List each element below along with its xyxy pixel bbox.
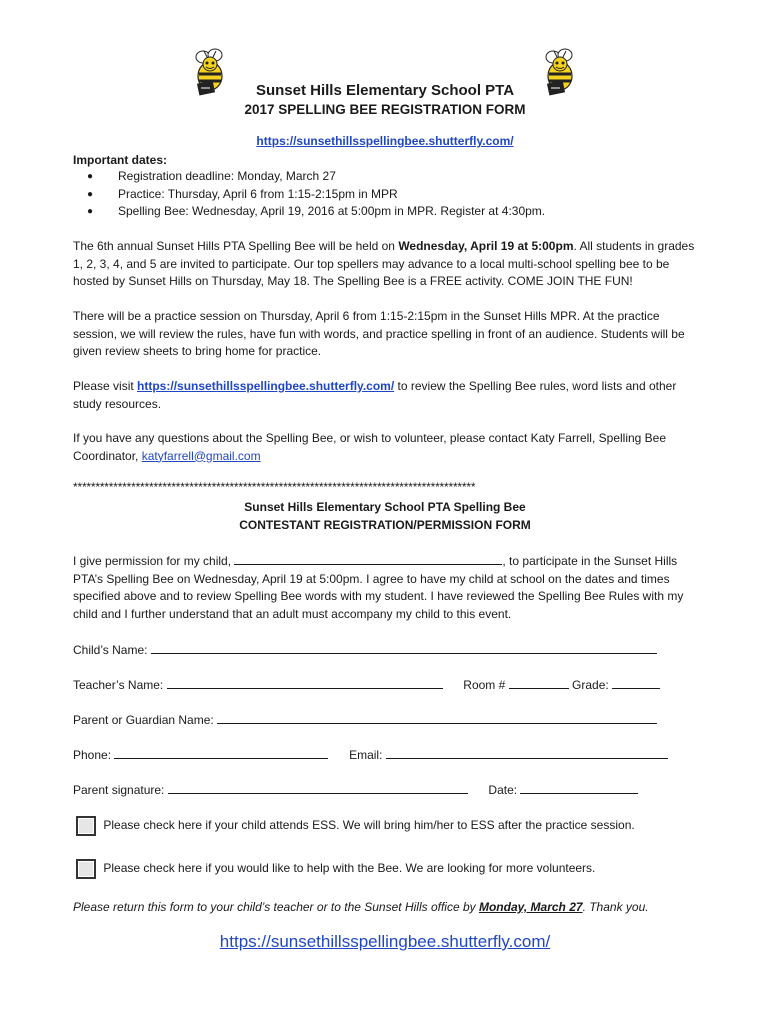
phone-email-row xyxy=(73,746,668,762)
permission-statement xyxy=(73,552,703,623)
coordinator-email-link[interactable]: katyfarrell@gmail.com xyxy=(141,448,261,463)
header-website-link[interactable]: https://sunsethillsspellingbee.shutterfly.com/ xyxy=(256,134,514,148)
resources-paragraph xyxy=(73,378,703,413)
header-link-wrap xyxy=(0,134,770,148)
volunteer-checkbox[interactable] xyxy=(76,859,96,879)
volunteer-checkbox-row xyxy=(76,859,595,879)
return-instructions xyxy=(73,900,649,914)
intro-text: The 6th annual Sunset Hills PTA Spelling Bee will be held on xyxy=(73,239,399,253)
return-deadline: Monday, March 27 xyxy=(478,900,583,914)
parent-row xyxy=(73,711,657,727)
contact-text: If you have any questions about the Spelling Bee, or wish to volunteer, please contact Katy Farrell, Spelling Bee Coordinator, xyxy=(73,431,667,463)
phone-label: Phone: xyxy=(73,748,112,762)
permission-text: I give permission for my child, xyxy=(73,554,235,568)
teacher-row xyxy=(73,676,660,692)
return-text-cont: . Thank you. xyxy=(582,900,649,914)
important-dates-heading: Important dates: xyxy=(73,153,168,167)
room-field[interactable] xyxy=(509,676,569,689)
child-name-label: Child’s Name: xyxy=(73,643,148,657)
teacher-name-field[interactable] xyxy=(167,676,443,689)
room-label: Room # xyxy=(463,678,506,692)
signature-field[interactable] xyxy=(168,781,468,794)
form-heading: 2017 SPELLING BEE REGISTRATION FORM xyxy=(244,102,526,117)
practice-paragraph: There will be a practice session on Thursday, April 6 from 1:15-2:15pm in the Sunset Hills MPR. At the practice session, we will review the rules, have fun with words, and practice spelling in front of an audience. Students will be given review sheets to bring home for practice. xyxy=(73,309,685,358)
contact-paragraph xyxy=(73,430,703,465)
email-field[interactable] xyxy=(386,746,668,759)
permission-form-title: Sunset Hills Elementary School PTA Spelling Bee xyxy=(244,500,526,514)
date-label: Date: xyxy=(488,783,518,797)
permission-form-subtitle: CONTESTANT REGISTRATION/PERMISSION FORM xyxy=(239,518,531,532)
footer-website-link[interactable]: https://sunsethillsspellingbee.shutterfly.com/ xyxy=(219,932,551,951)
parent-name-field[interactable] xyxy=(217,711,657,724)
permission-text-cont: , to participate in the Sunset Hills PTA’s Spelling Bee on Wednesday, April 19 at 5:00pm. I agree to have my child at school on the dates and times specified above and to review Spelling Bee words with my student. I have reviewed the Spelling Bee Rules with my child and I further understand that an adult must accompany my child to this event. xyxy=(73,554,684,621)
footer-link-wrap xyxy=(0,932,770,952)
resources-link[interactable]: https://sunsethillsspellingbee.shutterfly.com/ xyxy=(137,379,395,393)
parent-name-label: Parent or Guardian Name: xyxy=(73,713,214,727)
email-label: Email: xyxy=(349,748,383,762)
volunteer-checkbox-label: Please check here if you would like to help with the Bee. We are looking for more volunteers. xyxy=(103,861,596,876)
intro-text-cont: . All students in grades 1, 2, 3, 4, and 5 are invited to participate. Our top spellers may advance to a local multi-school spelling bee to be hosted by Sunset Hills on Thursday, May 18. The Spelling Bee is a FREE activity. COME JOIN THE FUN! xyxy=(73,239,695,288)
date-field[interactable] xyxy=(520,781,638,794)
child-name-row xyxy=(73,641,657,657)
teacher-name-label: Teacher’s Name: xyxy=(73,678,164,692)
ess-checkbox-label: Please check here if your child attends ESS. We will bring him/her to ESS after the practice session. xyxy=(103,818,635,833)
child-name-inline-field[interactable] xyxy=(234,552,502,565)
child-name-field[interactable] xyxy=(151,641,657,654)
grade-field[interactable] xyxy=(612,676,660,689)
signature-row xyxy=(73,781,638,797)
ess-checkbox[interactable] xyxy=(76,816,96,836)
phone-field[interactable] xyxy=(114,746,328,759)
important-dates-list xyxy=(73,168,545,221)
intro-paragraph xyxy=(73,238,703,291)
signature-label: Parent signature: xyxy=(73,783,165,797)
section-separator: ****************************************************************************************** xyxy=(73,480,476,494)
resources-text: Please visit xyxy=(73,379,138,393)
list-item: ● Registration deadline: Monday, March 27 xyxy=(73,168,545,186)
grade-label: Grade: xyxy=(572,678,609,692)
resources-text-cont: to review the Spelling Bee rules, word lists and other study resources. xyxy=(73,379,677,411)
school-title: Sunset Hills Elementary School PTA xyxy=(255,82,515,99)
event-date-emphasis: Wednesday, April 19 at 5:00pm xyxy=(398,239,574,253)
return-text: Please return this form to your child’s teacher or to the Sunset Hills office by xyxy=(73,900,479,914)
list-item: ● Practice: Thursday, April 6 from 1:15-2:15pm in MPR xyxy=(73,186,545,204)
ess-checkbox-row xyxy=(76,816,635,836)
list-item: ● Spelling Bee: Wednesday, April 19, 2016 at 5:00pm in MPR. Register at 4:30pm. xyxy=(73,203,545,221)
